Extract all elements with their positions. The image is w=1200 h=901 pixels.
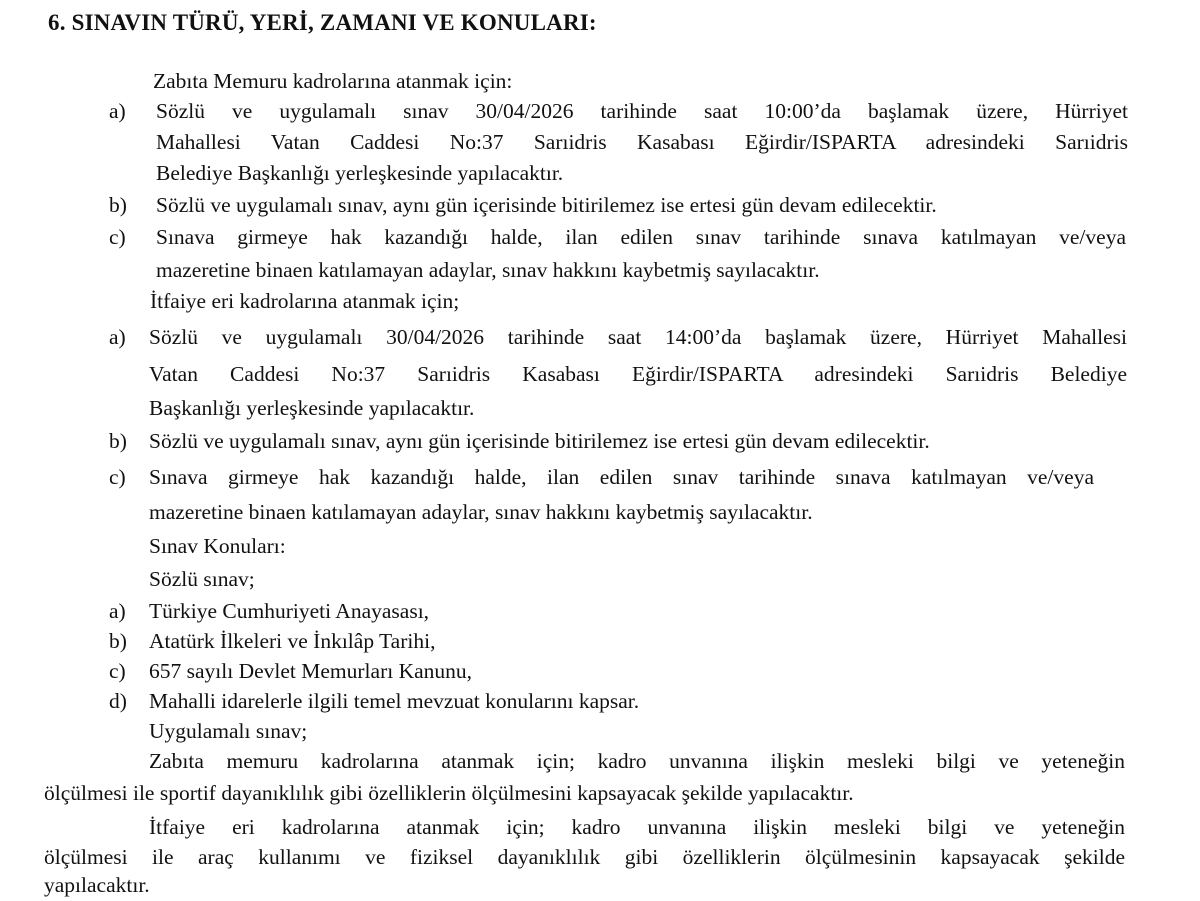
uygulamali-title: Uygulamalı sınav; xyxy=(149,719,308,743)
konu-b-marker: b) xyxy=(109,629,127,653)
itfaiye-item-a-line-3: Başkanlığı yerleşkesinde yapılacaktır. xyxy=(149,396,475,420)
konular-title: Sınav Konuları: xyxy=(149,534,286,558)
zabita-item-a-line-1: Sözlü ve uygulamalı sınav 30/04/2026 tarihinde saat 10:00’da başlamak üzere, Hürriyet xyxy=(156,99,1128,123)
zabita-intro: Zabıta Memuru kadrolarına atanmak için: xyxy=(153,69,513,93)
itfaiye-item-c-line-2: mazeretine binaen katılamayan adaylar, sınav hakkını kaybetmiş sayılacaktır. xyxy=(149,500,813,524)
uygulamali-itfaiye-line-2: ölçülmesi ile araç kullanımı ve fiziksel dayanıklılık gibi özelliklerin ölçülmesinin kapsayacak şekilde xyxy=(44,845,1125,869)
itfaiye-item-b-marker: b) xyxy=(109,429,127,453)
konu-a-text: Türkiye Cumhuriyeti Anayasası, xyxy=(149,599,430,623)
konu-a-marker: a) xyxy=(109,599,126,623)
uygulamali-zabita-line-1: Zabıta memuru kadrolarına atanmak için; kadro unvanına ilişkin mesleki bilgi ve yeteneğin xyxy=(149,749,1125,773)
itfaiye-item-a-marker: a) xyxy=(109,325,126,349)
itfaiye-item-a-line-2: Vatan Caddesi No:37 Sarıidris Kasabası Eğirdir/ISPARTA adresindeki Sarıidris Belediye xyxy=(149,362,1127,386)
zabita-item-b-line-1: Sözlü ve uygulamalı sınav, aynı gün içerisinde bitirilemez ise ertesi gün devam edilecektir. xyxy=(156,193,937,217)
itfaiye-item-a-line-1: Sözlü ve uygulamalı 30/04/2026 tarihinde saat 14:00’da başlamak üzere, Hürriyet Mahallesi xyxy=(149,325,1127,349)
sozlu-title: Sözlü sınav; xyxy=(149,567,255,591)
konu-c-marker: c) xyxy=(109,659,126,683)
zabita-item-c-marker: c) xyxy=(109,225,126,249)
zabita-item-c-line-1: Sınava girmeye hak kazandığı halde, ilan edilen sınav tarihinde sınava katılmayan ve/veya xyxy=(156,225,1126,249)
konu-d-text: Mahalli idarelerle ilgili temel mevzuat konularını kapsar. xyxy=(149,689,640,713)
konu-c-text: 657 sayılı Devlet Memurları Kanunu, xyxy=(149,659,473,683)
itfaiye-intro: İtfaiye eri kadrolarına atanmak için; xyxy=(150,289,460,313)
itfaiye-item-c-line-1: Sınava girmeye hak kazandığı halde, ilan edilen sınav tarihinde sınava katılmayan ve/veya xyxy=(149,465,1094,489)
section-heading: 6. SINAVIN TÜRÜ, YERİ, ZAMANI VE KONULARI: xyxy=(48,10,597,35)
konu-b-text: Atatürk İlkeleri ve İnkılâp Tarihi, xyxy=(149,629,436,653)
zabita-item-a-line-2: Mahallesi Vatan Caddesi No:37 Sarıidris Kasabası Eğirdir/ISPARTA adresindeki Sarıidris xyxy=(156,130,1128,154)
uygulamali-zabita-line-2: ölçülmesi ile sportif dayanıklılık gibi özelliklerin ölçülmesini kapsayacak şekilde yapılacaktır. xyxy=(44,781,854,805)
itfaiye-item-b-line-1: Sözlü ve uygulamalı sınav, aynı gün içerisinde bitirilemez ise ertesi gün devam edilecektir. xyxy=(149,429,930,453)
uygulamali-itfaiye-line-3: yapılacaktır. xyxy=(44,873,150,897)
konu-d-marker: d) xyxy=(109,689,127,713)
zabita-item-c-line-2: mazeretine binaen katılamayan adaylar, sınav hakkını kaybetmiş sayılacaktır. xyxy=(156,258,820,282)
itfaiye-item-c-marker: c) xyxy=(109,465,126,489)
zabita-item-a-line-3: Belediye Başkanlığı yerleşkesinde yapılacaktır. xyxy=(156,161,564,185)
zabita-item-b-marker: b) xyxy=(109,193,127,217)
uygulamali-itfaiye-line-1: İtfaiye eri kadrolarına atanmak için; kadro unvanına ilişkin mesleki bilgi ve yeteneğin xyxy=(149,815,1125,839)
zabita-item-a-marker: a) xyxy=(109,99,126,123)
